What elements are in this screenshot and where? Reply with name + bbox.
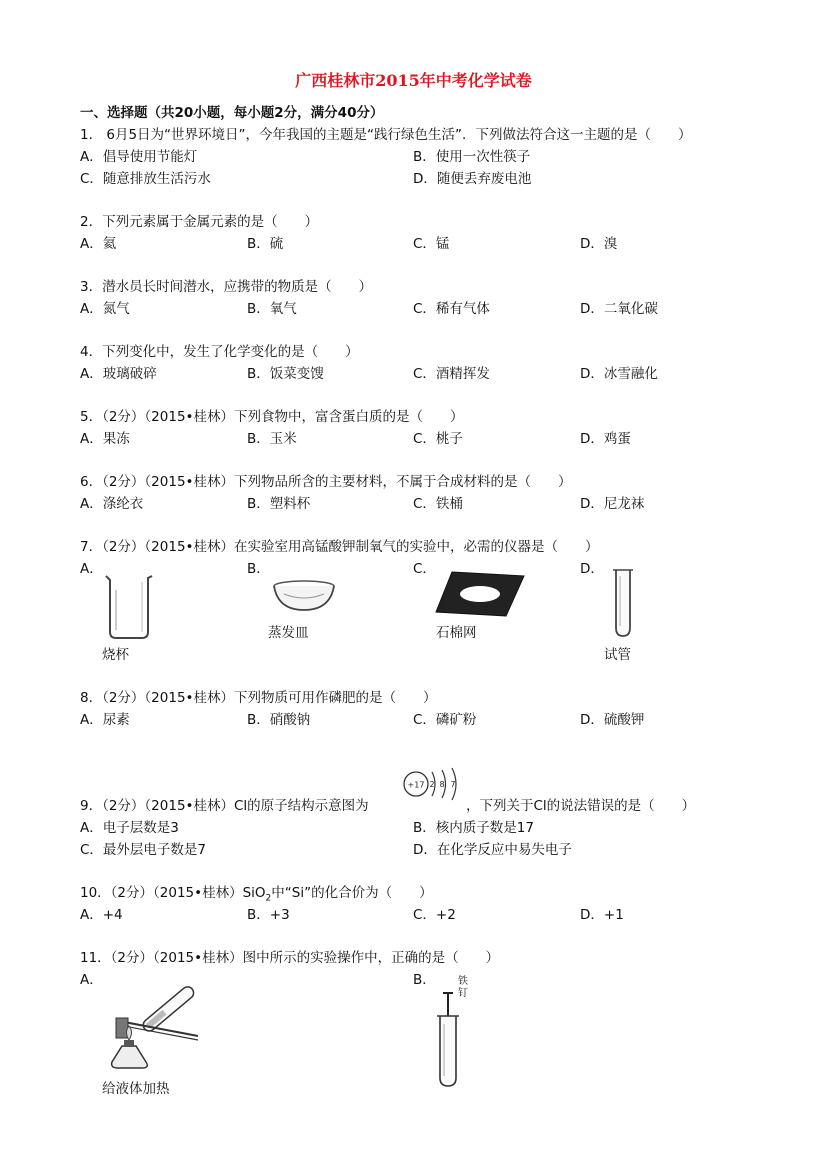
question-1-stem: 1． 6月5日为“世界环境日”，今年我国的主题是“践行绿色生活”．下列做法符合这一主题的是（ ） — [80, 127, 692, 143]
q5-option-c: C．桃子 — [413, 431, 463, 447]
q3-option-b: B．氧气 — [247, 301, 297, 317]
q3-option-a: A．氮气 — [80, 301, 130, 317]
q1-option-d: D．随便丢弃废电池 — [413, 171, 532, 187]
q7-option-a: A． — [80, 561, 103, 577]
question-9-stem-start: 9．（2分）（2015•桂林）Cl的原子结构示意图为 — [80, 798, 369, 814]
chlorine-atom-structure-diagram — [398, 764, 464, 804]
q11-option-b: B． — [413, 972, 436, 988]
q9-option-b: B．核内质子数是17 — [413, 820, 534, 836]
q7-caption-c: 石棉网 — [436, 625, 477, 641]
question-5-stem: 5．（2分）（2015•桂林）下列食物中，富含蛋白质的是（ ） — [80, 409, 464, 425]
q7-caption-d: 试管 — [604, 647, 631, 663]
test-tube-with-nail-illustration — [430, 990, 470, 1090]
atom-nucleus-label: +17 — [407, 780, 425, 790]
question-9-stem-end: ，下列关于Cl的说法错误的是（ ） — [466, 798, 696, 814]
q10-option-a: A．+4 — [80, 907, 123, 923]
q6-option-d: D．尼龙袜 — [580, 496, 645, 512]
q1-option-a: A．倡导使用节能灯 — [80, 149, 198, 165]
q9-option-d: D．在化学反应中易失电子 — [413, 842, 572, 858]
q5-option-a: A．果冻 — [80, 431, 130, 447]
q8-option-a: A．尿素 — [80, 712, 130, 728]
q11-option-a: A． — [80, 972, 103, 988]
q6-option-b: B．塑料杯 — [247, 496, 311, 512]
q11-caption-a: 给液体加热 — [102, 1081, 170, 1097]
q7-caption-b: 蒸发皿 — [268, 625, 309, 641]
q10-stem-start: 10．（2分）（2015•桂林）SiO — [80, 885, 266, 901]
q10-option-d: D．+1 — [580, 907, 624, 923]
q1-option-c: C．随意排放生活污水 — [80, 171, 211, 187]
liquid-heating-illustration — [100, 976, 210, 1072]
q8-option-c: C．磷矿粉 — [413, 712, 477, 728]
question-7-stem: 7．（2分）（2015•桂林）在实验室用高锰酸钾制氧气的实验中，必需的仪器是（ ） — [80, 539, 599, 555]
question-2-stem: 2．下列元素属于金属元素的是（ ） — [80, 214, 319, 230]
nail-label-2: 钉 — [458, 988, 468, 999]
q4-option-b: B．饭菜变馊 — [247, 366, 324, 382]
beaker-illustration — [100, 570, 156, 642]
question-11-stem: 11．（2分）（2015•桂林）图中所示的实验操作中，正确的是（ ） — [80, 950, 500, 966]
q2-option-a: A．氦 — [80, 236, 117, 252]
q2-option-b: B．硫 — [247, 236, 284, 252]
q9-option-c: C．最外层电子数是7 — [80, 842, 207, 858]
question-4-stem: 4．下列变化中，发生了化学变化的是（ ） — [80, 344, 359, 360]
q10-stem-end: 中“Si”的化合价为（ ） — [271, 885, 433, 901]
q7-option-c: C． — [413, 561, 436, 577]
section-heading: 一、选择题（共20小题，每小题2分，满分40分） — [80, 105, 384, 121]
q1-option-b: B．使用一次性筷子 — [413, 149, 531, 165]
question-3-stem: 3．潜水员长时间潜水，应携带的物质是（ ） — [80, 279, 373, 295]
question-10-stem — [80, 884, 433, 908]
q7-option-b: B． — [247, 561, 270, 577]
q7-caption-a: 烧杯 — [102, 647, 129, 663]
question-6-stem: 6．（2分）（2015•桂林）下列物品所含的主要材料，不属于合成材料的是（ ） — [80, 474, 572, 490]
q5-option-d: D．鸡蛋 — [580, 431, 631, 447]
q6-option-c: C．铁桶 — [413, 496, 463, 512]
q4-option-a: A．玻璃破碎 — [80, 366, 157, 382]
q2-option-c: C．锰 — [413, 236, 450, 252]
atom-shell-2-label: 8 — [439, 780, 445, 789]
q3-option-d: D．二氧化碳 — [580, 301, 658, 317]
q8-option-b: B．硝酸钠 — [247, 712, 311, 728]
nail-label-1: 铁 — [458, 976, 468, 987]
q9-option-a: A．电子层数是3 — [80, 820, 179, 836]
atom-shell-3-label: 7 — [450, 780, 456, 789]
q10-subscript: 2 — [265, 893, 272, 904]
asbestos-gauze-illustration — [434, 568, 526, 620]
q5-option-b: B．玉米 — [247, 431, 297, 447]
question-8-stem: 8．（2分）（2015•桂林）下列物质可用作磷肥的是（ ） — [80, 690, 437, 706]
q7-option-d: D． — [580, 561, 604, 577]
q3-option-c: C．稀有气体 — [413, 301, 490, 317]
q4-option-c: C．酒精挥发 — [413, 366, 490, 382]
test-tube-illustration — [608, 566, 638, 640]
q8-option-d: D．硫酸钾 — [580, 712, 645, 728]
page-title: 广西桂林市2015年中考化学试卷 — [295, 71, 532, 90]
q10-option-b: B．+3 — [247, 907, 290, 923]
q4-option-d: D．冰雪融化 — [580, 366, 658, 382]
evaporating-dish-illustration — [268, 576, 340, 616]
q2-option-d: D．溴 — [580, 236, 618, 252]
q10-option-c: C．+2 — [413, 907, 456, 923]
q6-option-a: A．涤纶衣 — [80, 496, 144, 512]
atom-shell-1-label: 2 — [429, 780, 435, 789]
